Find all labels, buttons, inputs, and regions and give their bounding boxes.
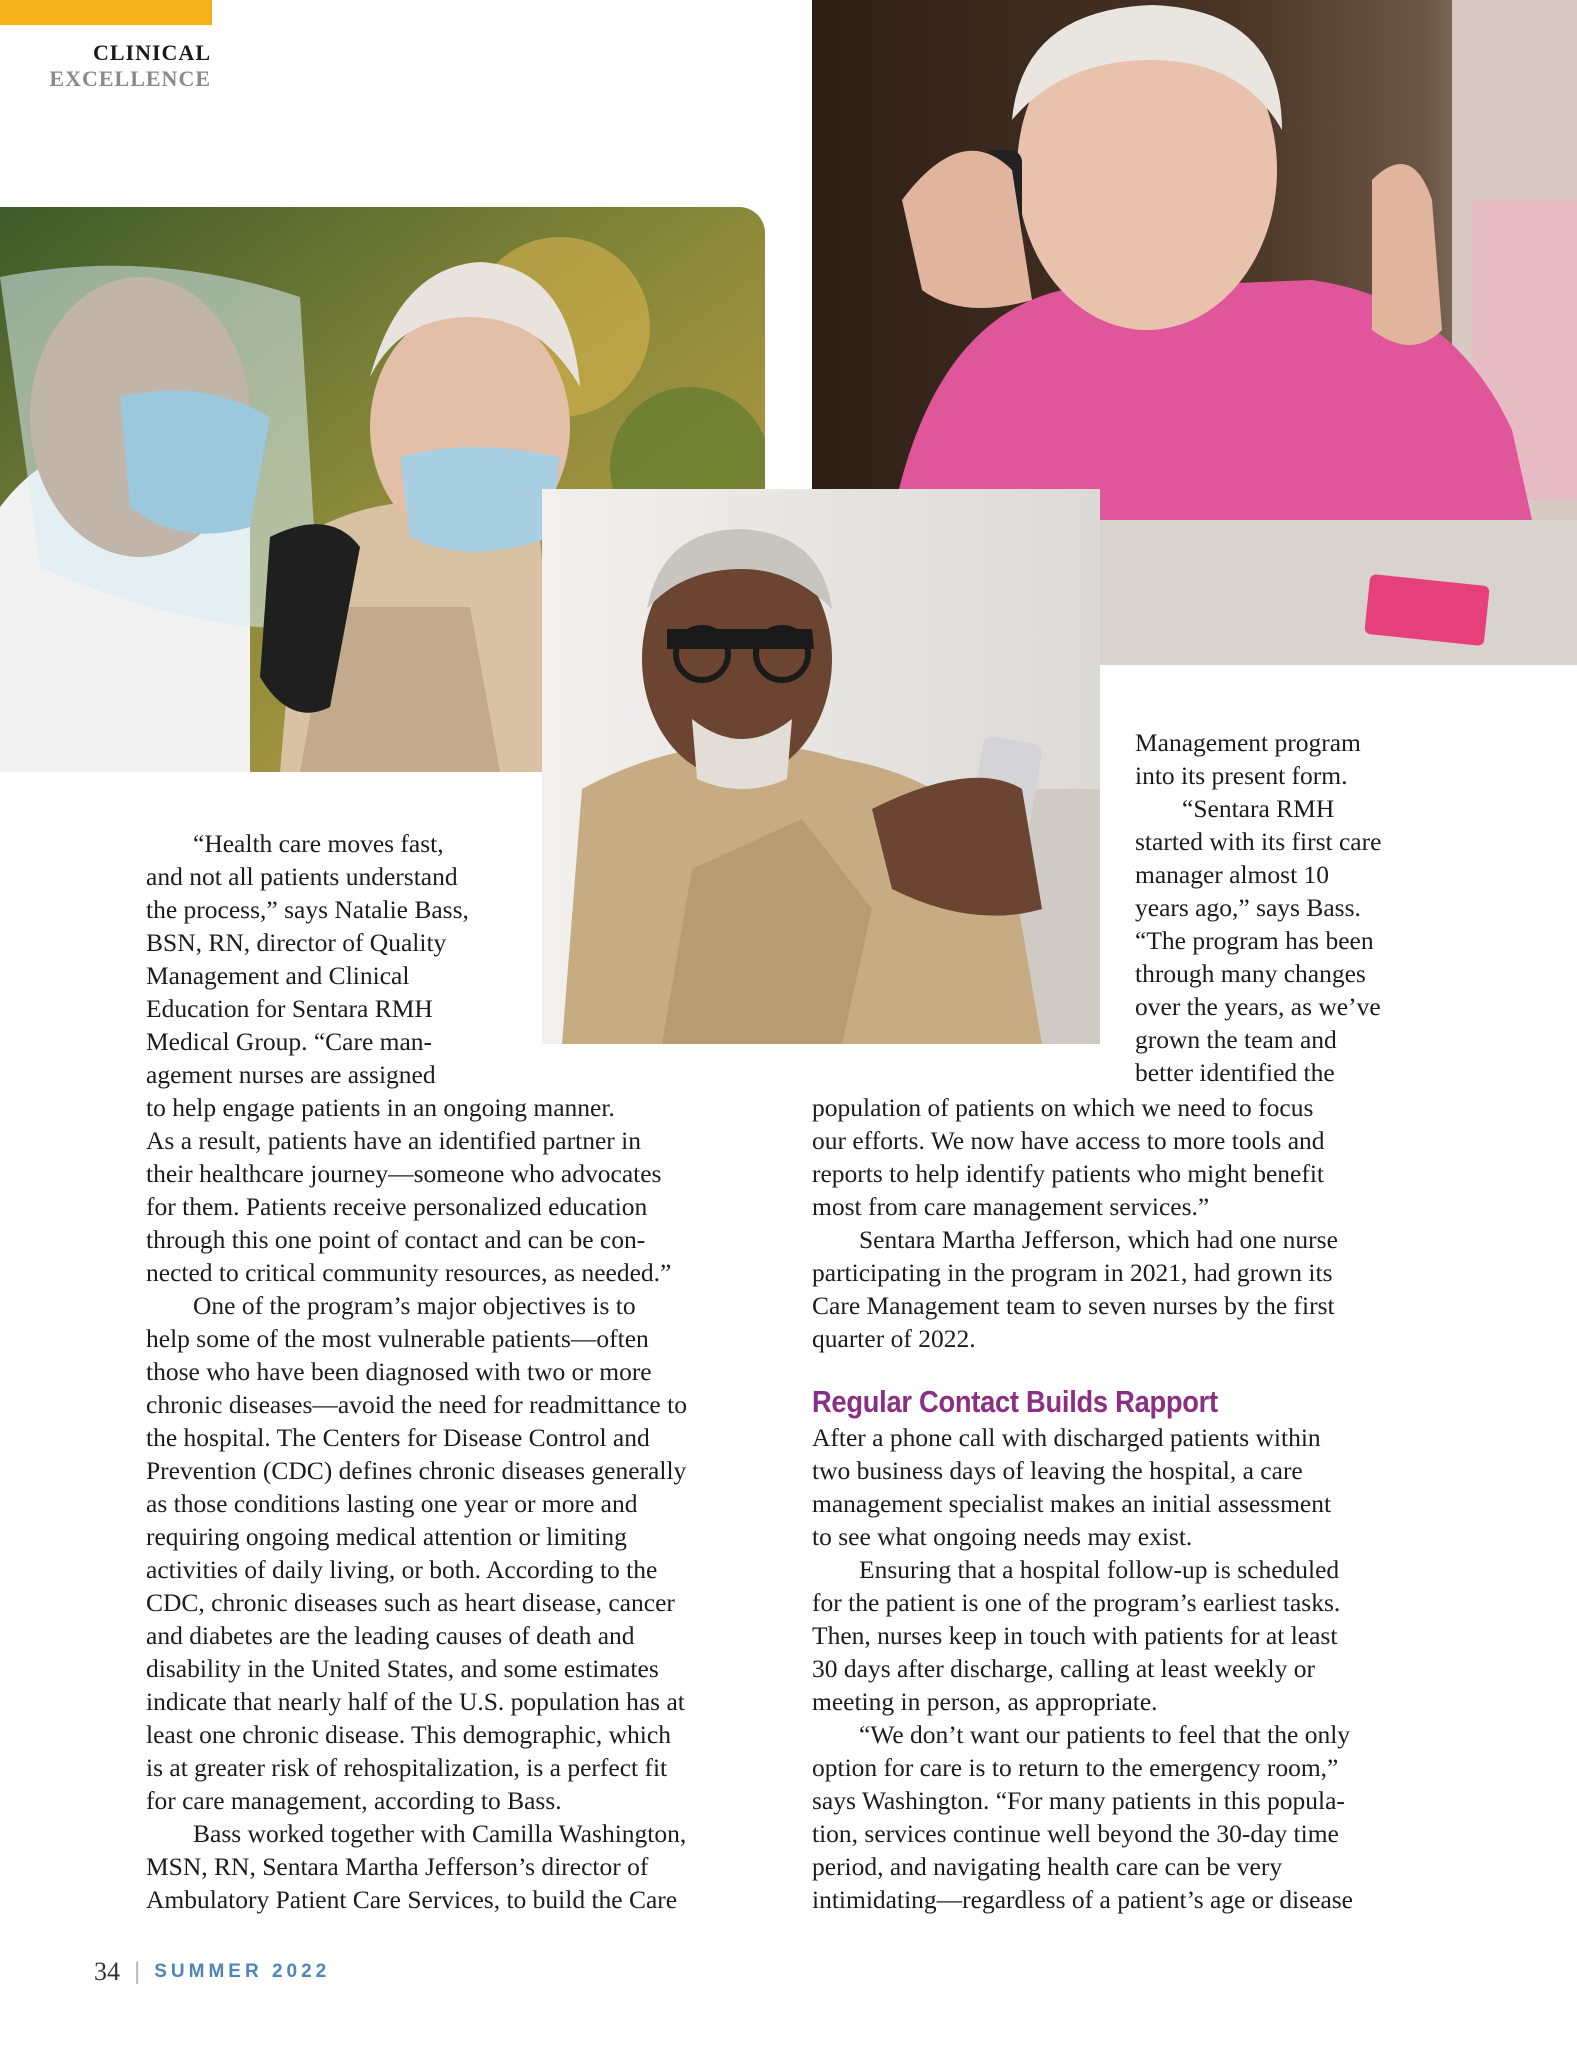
text-line: MSN, RN, Sentara Martha Jefferson’s director of: [146, 1852, 649, 1881]
right-narrow-text: [1135, 726, 1435, 1089]
text-line: quarter of 2022.: [812, 1324, 976, 1353]
text-line: Management program: [1135, 728, 1361, 757]
text-line: for them. Patients receive personalized education: [146, 1192, 648, 1221]
text-line: and not all patients understand: [146, 862, 458, 891]
text-line: two business days of leaving the hospital, a care: [812, 1456, 1303, 1485]
text-line: requiring ongoing medical attention or limiting: [146, 1522, 627, 1551]
text-line: reports to help identify patients who might benefit: [812, 1159, 1325, 1188]
text-line: through this one point of contact and can be con-: [146, 1225, 646, 1254]
text-line: chronic diseases—avoid the need for readmittance to: [146, 1390, 687, 1419]
text-line: better identified the: [1135, 1058, 1335, 1087]
text-line: manager almost 10: [1135, 860, 1330, 889]
left-narrow-text: [146, 827, 526, 1091]
text-line: for the patient is one of the program’s earliest tasks.: [812, 1588, 1341, 1617]
text-line: “Sentara RMH: [1182, 794, 1335, 823]
text-line: Management and Clinical: [146, 961, 410, 990]
accent-bar: [0, 0, 212, 25]
text-line: “We don’t want our patients to feel that the only: [859, 1720, 1351, 1749]
text-line: the hospital. The Centers for Disease Control and: [146, 1423, 650, 1452]
text-line: tion, services continue well beyond the 30-day time: [812, 1819, 1339, 1848]
text-line: 30 days after discharge, calling at least weekly or: [812, 1654, 1315, 1683]
right-column-text-after-heading: [812, 1421, 1432, 1916]
text-line: and diabetes are the leading causes of death and: [146, 1621, 635, 1650]
text-line: option for care is to return to the emergency room,”: [812, 1753, 1339, 1782]
text-line: meeting in person, as appropriate.: [812, 1687, 1158, 1716]
text-line: years ago,” says Bass.: [1135, 893, 1361, 922]
page-number: 34: [94, 1957, 120, 1986]
text-line: population of patients on which we need to focus: [812, 1093, 1314, 1122]
text-line: into its present form.: [1135, 761, 1348, 790]
issue-label: SUMMER 2022: [154, 1961, 331, 1982]
senior-man-smartphone-photo: [542, 489, 1100, 1044]
text-line: agement nurses are assigned: [146, 1060, 436, 1089]
text-line: As a result, patients have an identified partner in: [146, 1126, 641, 1155]
text-line: Ambulatory Patient Care Services, to build the Care: [146, 1885, 678, 1914]
text-line: CDC, chronic diseases such as heart disease, cancer: [146, 1588, 675, 1617]
text-line: indicate that nearly half of the U.S. population has at: [146, 1687, 685, 1716]
text-line: through many changes: [1135, 959, 1366, 988]
text-line: One of the program’s major objectives is to: [193, 1291, 636, 1320]
section-label-line2: EXCELLENCE: [49, 66, 211, 91]
text-line: participating in the program in 2021, had grown its: [812, 1258, 1333, 1287]
text-line: Then, nurses keep in touch with patients for at least: [812, 1621, 1338, 1650]
text-line: as those conditions lasting one year or more and: [146, 1489, 638, 1518]
text-line: After a phone call with discharged patients within: [812, 1423, 1321, 1452]
text-line: the process,” says Natalie Bass,: [146, 895, 469, 924]
left-column-text: [146, 1091, 776, 1916]
text-line: Education for Sentara RMH: [146, 994, 433, 1023]
text-line: says Washington. “For many patients in this popula-: [812, 1786, 1345, 1815]
text-line: “Health care moves fast,: [193, 829, 444, 858]
text-line: help some of the most vulnerable patients—often: [146, 1324, 649, 1353]
text-line: to help engage patients in an ongoing manner.: [146, 1093, 615, 1122]
text-line: Medical Group. “Care man-: [146, 1027, 433, 1056]
page-footer: [94, 1957, 330, 1987]
text-line: Sentara Martha Jefferson, which had one nurse: [859, 1225, 1338, 1254]
text-line: to see what ongoing needs may exist.: [812, 1522, 1193, 1551]
text-line: BSN, RN, director of Quality: [146, 928, 447, 957]
section-label-line1: CLINICAL: [92, 40, 211, 65]
text-line: those who have been diagnosed with two or more: [146, 1357, 652, 1386]
text-line: started with its first care: [1135, 827, 1382, 856]
text-line: our efforts. We now have access to more tools and: [812, 1126, 1325, 1155]
text-line: grown the team and: [1135, 1025, 1337, 1054]
text-line: least one chronic disease. This demographic, which: [146, 1720, 671, 1749]
text-line: Ensuring that a hospital follow-up is scheduled: [859, 1555, 1340, 1584]
text-line: period, and navigating health care can be very: [812, 1852, 1283, 1881]
section-heading: Regular Contact Builds Rapport: [812, 1384, 1218, 1419]
section-label: [49, 40, 211, 92]
text-line: over the years, as we’ve: [1135, 992, 1381, 1021]
text-line: Bass worked together with Camilla Washington,: [193, 1819, 687, 1848]
text-line: their healthcare journey—someone who advocates: [146, 1159, 662, 1188]
text-line: Prevention (CDC) defines chronic diseases generally: [146, 1456, 687, 1485]
text-line: management specialist makes an initial assessment: [812, 1489, 1332, 1518]
right-column-text: [812, 1091, 1432, 1355]
text-line: activities of daily living, or both. According to the: [146, 1555, 658, 1584]
text-line: most from care management services.”: [812, 1192, 1210, 1221]
text-line: is at greater risk of rehospitalization, is a perfect fit: [146, 1753, 668, 1782]
footer-separator: |: [134, 1958, 141, 1985]
text-line: Care Management team to seven nurses by the first: [812, 1291, 1335, 1320]
text-line: “The program has been: [1135, 926, 1374, 955]
text-line: intimidating—regardless of a patient’s age or disease: [812, 1885, 1354, 1914]
text-line: for care management, according to Bass.: [146, 1786, 562, 1815]
text-line: disability in the United States, and some estimates: [146, 1654, 659, 1683]
text-line: nected to critical community resources, as needed.”: [146, 1258, 672, 1287]
